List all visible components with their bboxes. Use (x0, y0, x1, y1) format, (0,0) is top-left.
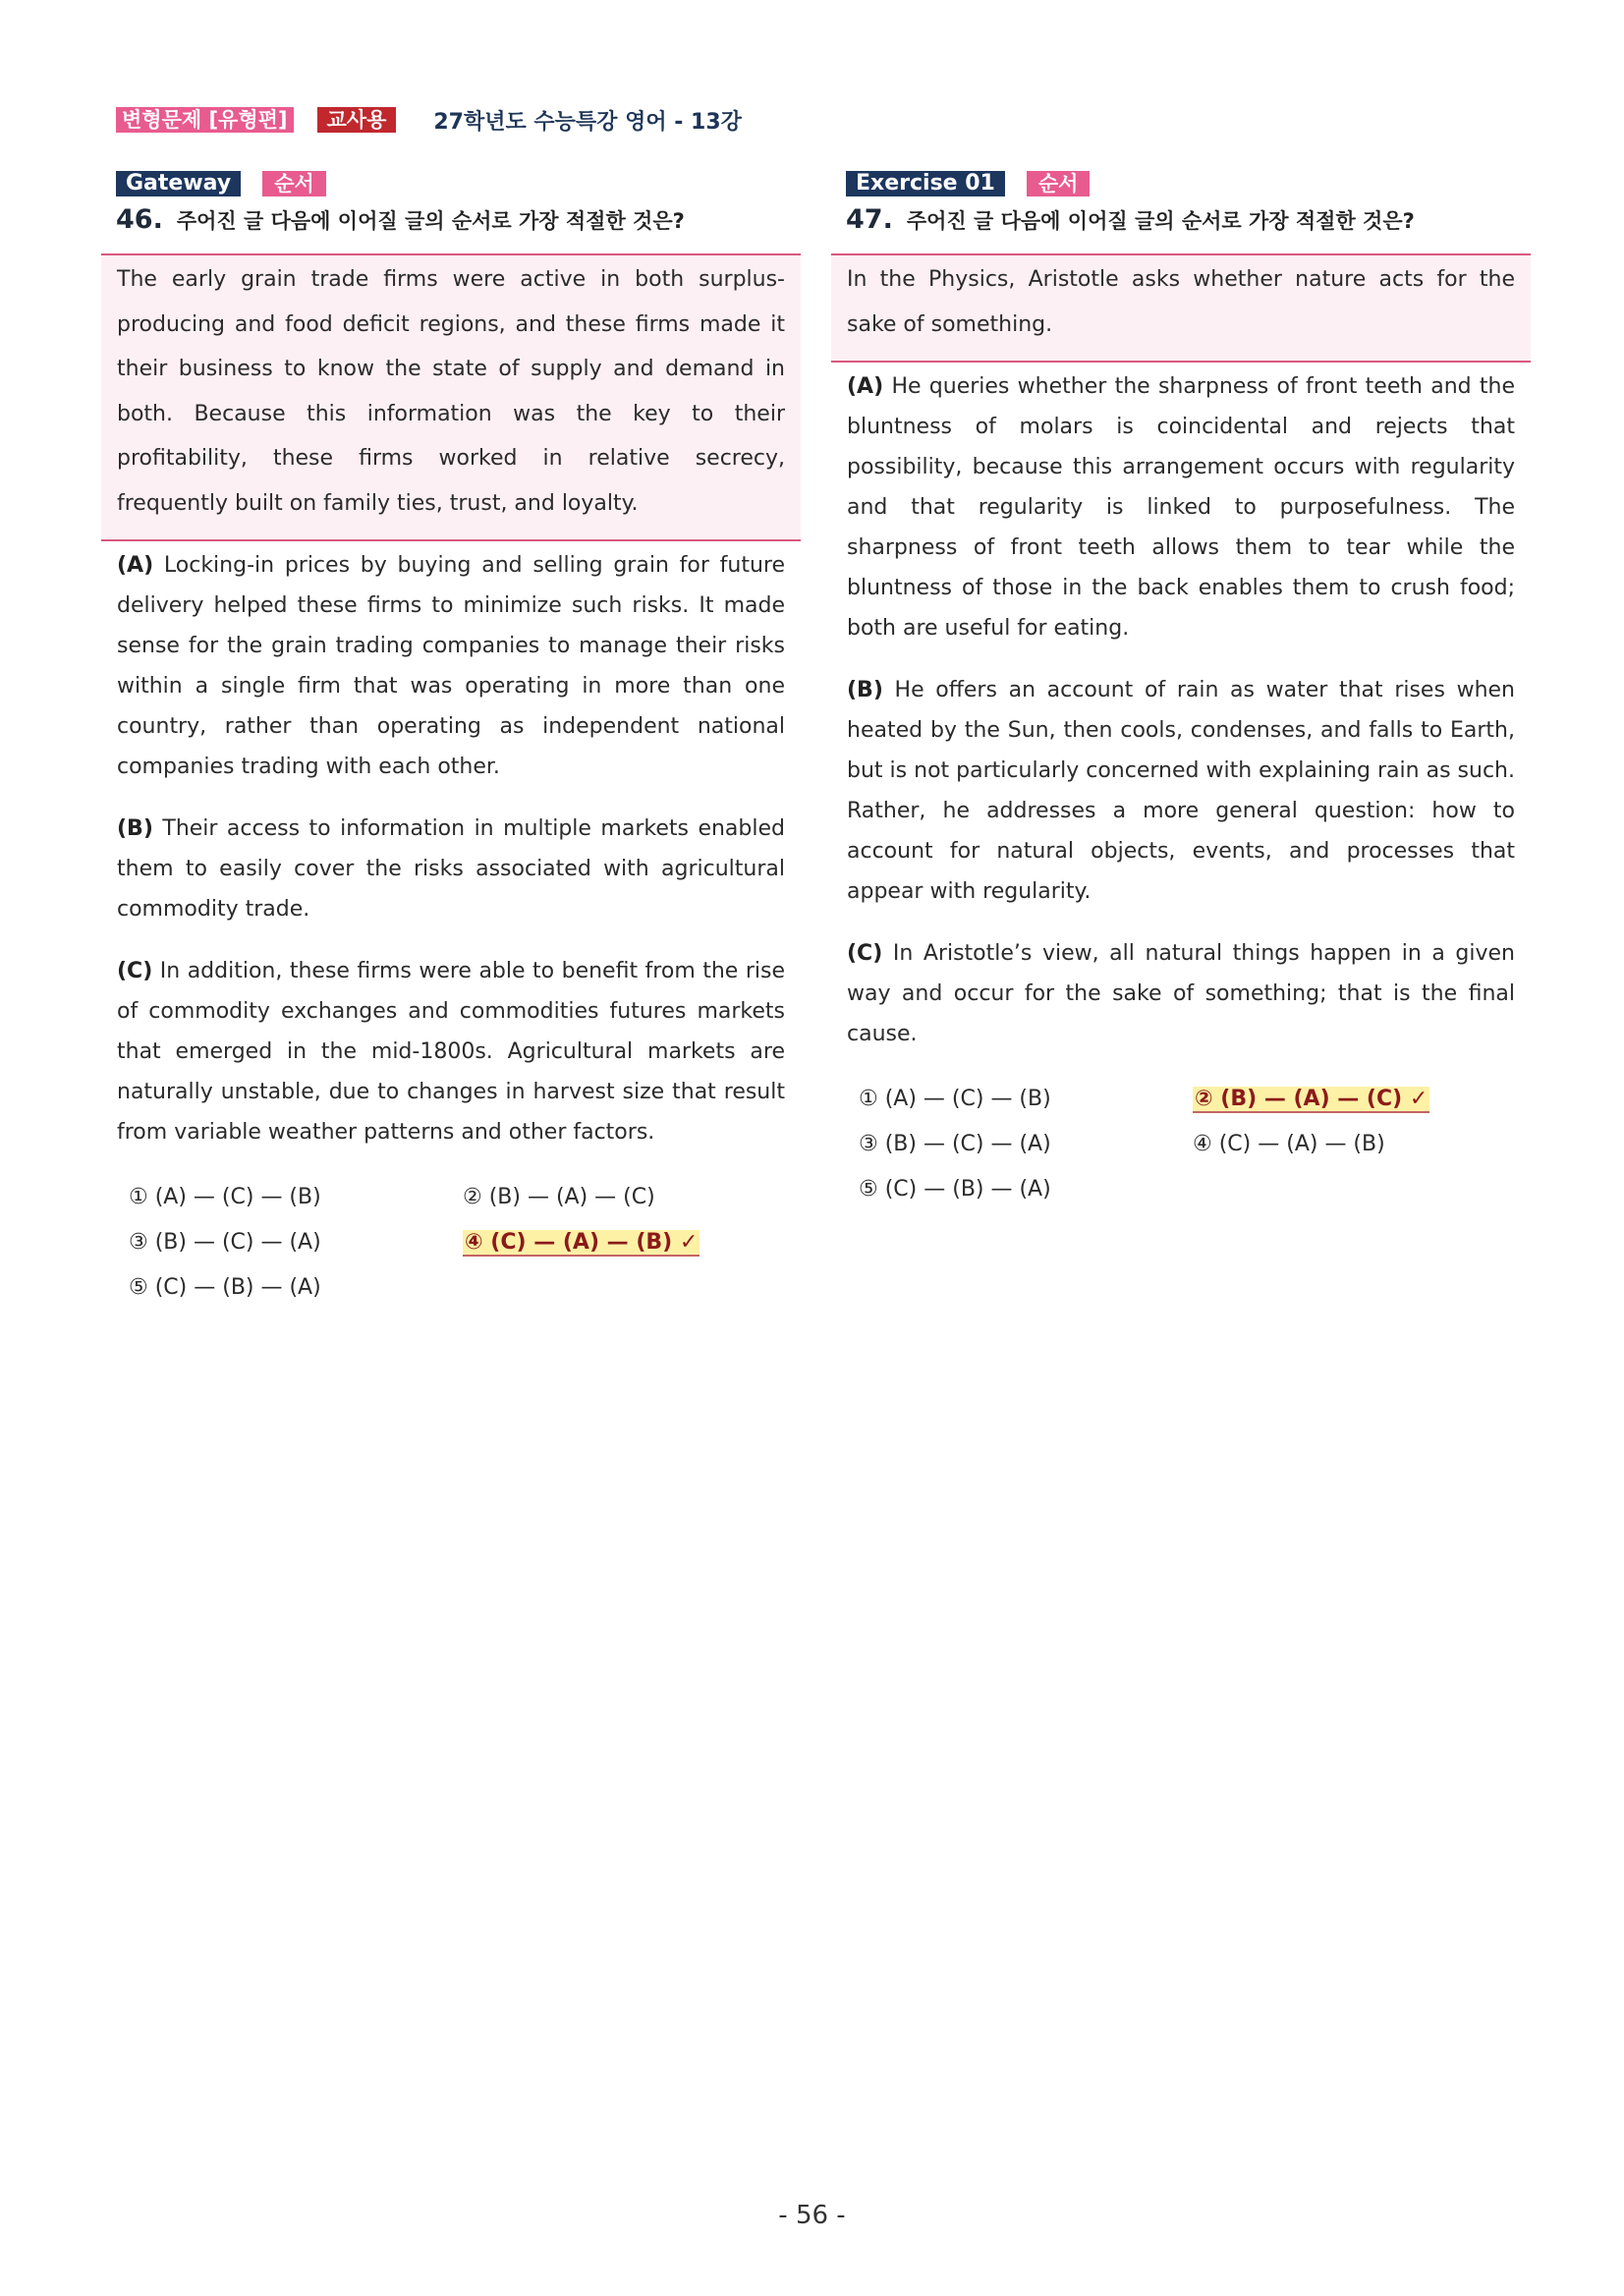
question-title (101, 204, 801, 240)
paragraph-label: (B) (117, 816, 153, 841)
paragraph-label: (C) (847, 941, 883, 966)
answer-choices (831, 1076, 1531, 1211)
question-title (831, 204, 1531, 240)
choice-1: ① (A) — (C) — (B) (129, 1184, 321, 1209)
paragraph-text: In addition, these firms were able to benefit from the rise of commodity exchanges and commodities futures markets that emerged in the mid-1800s. Agricultural markets are naturally unstable, due to changes in harvest size that result from variable weather patterns and other factors. (117, 959, 785, 1145)
choice-4: ④ (C) — (A) — (B) (1193, 1131, 1385, 1156)
paragraph-label: (A) (847, 374, 884, 399)
choice-4-correct (463, 1230, 797, 1255)
paragraph-text: Their access to information in multiple markets enabled them to easily cover the risks associated with agricultural commodity trade. (117, 816, 785, 922)
paragraph-label: (B) (847, 678, 883, 702)
paragraph-label: (A) (117, 553, 154, 578)
page-number: - 56 - (778, 2201, 846, 2230)
question-number: 46. (116, 204, 163, 235)
paragraph-c (831, 933, 1531, 1054)
choice-5: ⑤ (C) — (B) — (A) (859, 1176, 1051, 1202)
question-badges (831, 171, 1531, 196)
choice-5: ⑤ (C) — (B) — (A) (129, 1274, 321, 1300)
teacher-tag: 교사용 (317, 107, 397, 133)
question-text: 주어진 글 다음에 이어질 글의 순서로 가장 적절한 것은? (176, 209, 685, 233)
type-badge: 순서 (262, 171, 326, 196)
paragraph-text: He offers an account of rain as water that rises when heated by the Sun, then cools, condenses, and falls to Earth, but is not particularly concerned with explaining rain as such. Rather, he addresses a more general question: how to account for natural objects, events, and processes that appear with regularity. (847, 678, 1515, 904)
question-47-column (831, 171, 1531, 1211)
page-header (116, 106, 742, 134)
paragraph-label: (C) (117, 959, 153, 983)
paragraph-a (101, 545, 801, 787)
paragraph-text: He queries whether the sharpness of front teeth and the bluntness of molars is coincidental and rejects that possibility, because this arrangement occurs with regularity and that regularity is linked to purposefulness. The sharpness of front teeth allows them to tear while the bluntness of those in the back enables them to crush food; both are useful for eating. (847, 374, 1515, 641)
answer-choices (101, 1174, 801, 1310)
intro-passage: The early grain trade firms were active in both surplus-producing and food deficit regions, and these firms made it their business to know the state of supply and demand in both. Because this information was the key to their profitability, these firms worked in relative secrecy, frequently built on family ties, trust, and loyalty. (101, 253, 801, 541)
correct-answer: ④ (C) — (A) — (B) ✓ (465, 1229, 699, 1255)
section-badge: Gateway (116, 171, 241, 196)
page-title: 27학년도 수능특강 영어 - 13강 (433, 109, 742, 135)
paragraph-a (831, 366, 1531, 648)
choice-1: ① (A) — (C) — (B) (859, 1086, 1051, 1111)
variant-type-tag: 변형문제 [유형편] (116, 107, 294, 133)
paragraph-c (101, 951, 801, 1152)
paragraph-text: Locking-in prices by buying and selling grain for future delivery helped these firms to minimize such risks. It made sense for the grain trading companies to manage their risks within a single firm that was operating in more than one country, rather than operating as independent national companies trading with each other. (117, 553, 785, 779)
paragraph-b (831, 670, 1531, 912)
question-number: 47. (846, 204, 893, 235)
section-badge: Exercise 01 (846, 171, 1005, 196)
question-46-column (101, 171, 801, 1310)
choice-3: ③ (B) — (C) — (A) (859, 1131, 1051, 1156)
type-badge: 순서 (1027, 171, 1091, 196)
choice-2: ② (B) — (A) — (C) (463, 1184, 655, 1209)
question-text: 주어진 글 다음에 이어질 글의 순서로 가장 적절한 것은? (906, 209, 1415, 233)
question-badges (101, 171, 801, 196)
choice-3: ③ (B) — (C) — (A) (129, 1229, 321, 1255)
paragraph-b (101, 809, 801, 929)
correct-answer: ② (B) — (A) — (C) ✓ (1195, 1086, 1428, 1111)
paragraph-text: In Aristotle’s view, all natural things happen in a given way and occur for the sake of something; that is the final cause. (847, 941, 1516, 1046)
choice-2-correct (1193, 1087, 1527, 1111)
intro-passage: In the Physics, Aristotle asks whether nature acts for the sake of something. (831, 253, 1531, 363)
